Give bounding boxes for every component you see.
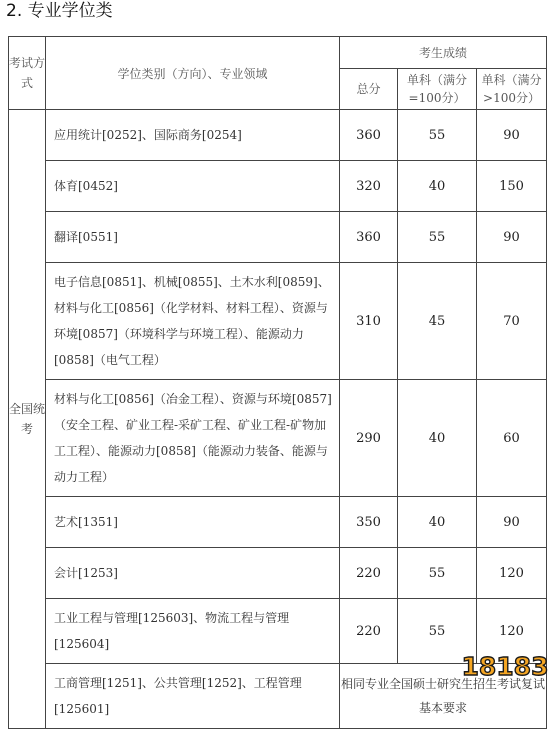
score-requirements-table bbox=[8, 36, 547, 729]
total-cell: 360 bbox=[340, 110, 398, 161]
single-over-100-cell: 90 bbox=[477, 110, 547, 161]
single-100-cell: 55 bbox=[398, 212, 477, 263]
single-over-100-cell: 70 bbox=[477, 263, 547, 380]
field-cell: 材料与化工[0856]（冶金工程）、资源与环境[0857]（安全工程、矿业工程-采矿工程、矿业工程-矿物加工工程）、能源动力[0858]（能源动力装备、能源与动力工程） bbox=[46, 380, 340, 497]
total-cell: 320 bbox=[340, 161, 398, 212]
single-100-cell: 40 bbox=[398, 497, 477, 548]
exam-method-cell: 全国统考 bbox=[9, 110, 46, 729]
header-total: 总分 bbox=[340, 69, 398, 110]
single-over-100-cell: 90 bbox=[477, 212, 547, 263]
single-over-100-cell: 60 bbox=[477, 380, 547, 497]
single-100-cell: 40 bbox=[398, 380, 477, 497]
site-logo bbox=[461, 642, 549, 686]
single-100-cell: 40 bbox=[398, 161, 477, 212]
note-cell: 相同专业全国硕士研究生招生考试复试基本要求 bbox=[340, 664, 547, 729]
field-cell: 工商管理[1251]、公共管理[1252]、工程管理[125601] bbox=[46, 664, 340, 729]
single-over-100-cell: 150 bbox=[477, 161, 547, 212]
field-cell: 会计[1253] bbox=[46, 548, 340, 599]
table-row bbox=[9, 548, 547, 599]
total-cell: 220 bbox=[340, 548, 398, 599]
field-cell: 体育[0452] bbox=[46, 161, 340, 212]
field-cell: 翻译[0551] bbox=[46, 212, 340, 263]
header-category: 学位类别（方向）、专业领域 bbox=[46, 37, 340, 110]
single-100-cell: 55 bbox=[398, 599, 477, 664]
single-over-100-cell: 90 bbox=[477, 497, 547, 548]
field-cell: 工业工程与管理[125603]、物流工程与管理[125604] bbox=[46, 599, 340, 664]
table-row bbox=[9, 497, 547, 548]
logo-text: 18183 bbox=[461, 652, 549, 681]
single-100-cell: 55 bbox=[398, 110, 477, 161]
field-cell: 电子信息[0851]、机械[0855]、土木水利[0859]、材料与化工[0856]（化学材料、材料工程）、资源与环境[0857]（环境科学与环境工程）、能源动力[0858]（电气工程） bbox=[46, 263, 340, 380]
table-row bbox=[9, 380, 547, 497]
section-title: 2. 专业学位类 bbox=[6, 1, 113, 21]
header-scores-group: 考生成绩 bbox=[340, 37, 547, 69]
total-cell: 350 bbox=[340, 497, 398, 548]
header-single-100: 单科（满分=100分） bbox=[398, 69, 477, 110]
header-exam-method: 考试方式 bbox=[9, 37, 46, 110]
table-header-row bbox=[9, 37, 547, 69]
header-single-over-100: 单科（满分>100分） bbox=[477, 69, 547, 110]
table-row bbox=[9, 161, 547, 212]
total-cell: 290 bbox=[340, 380, 398, 497]
field-cell: 应用统计[0252]、国际商务[0254] bbox=[46, 110, 340, 161]
field-cell: 艺术[1351] bbox=[46, 497, 340, 548]
single-100-cell: 55 bbox=[398, 548, 477, 599]
table-row bbox=[9, 263, 547, 380]
single-100-cell: 45 bbox=[398, 263, 477, 380]
total-cell: 220 bbox=[340, 599, 398, 664]
total-cell: 360 bbox=[340, 212, 398, 263]
table-row bbox=[9, 110, 547, 161]
total-cell: 310 bbox=[340, 263, 398, 380]
single-over-100-cell: 120 bbox=[477, 599, 547, 664]
single-over-100-cell: 120 bbox=[477, 548, 547, 599]
table-row bbox=[9, 212, 547, 263]
